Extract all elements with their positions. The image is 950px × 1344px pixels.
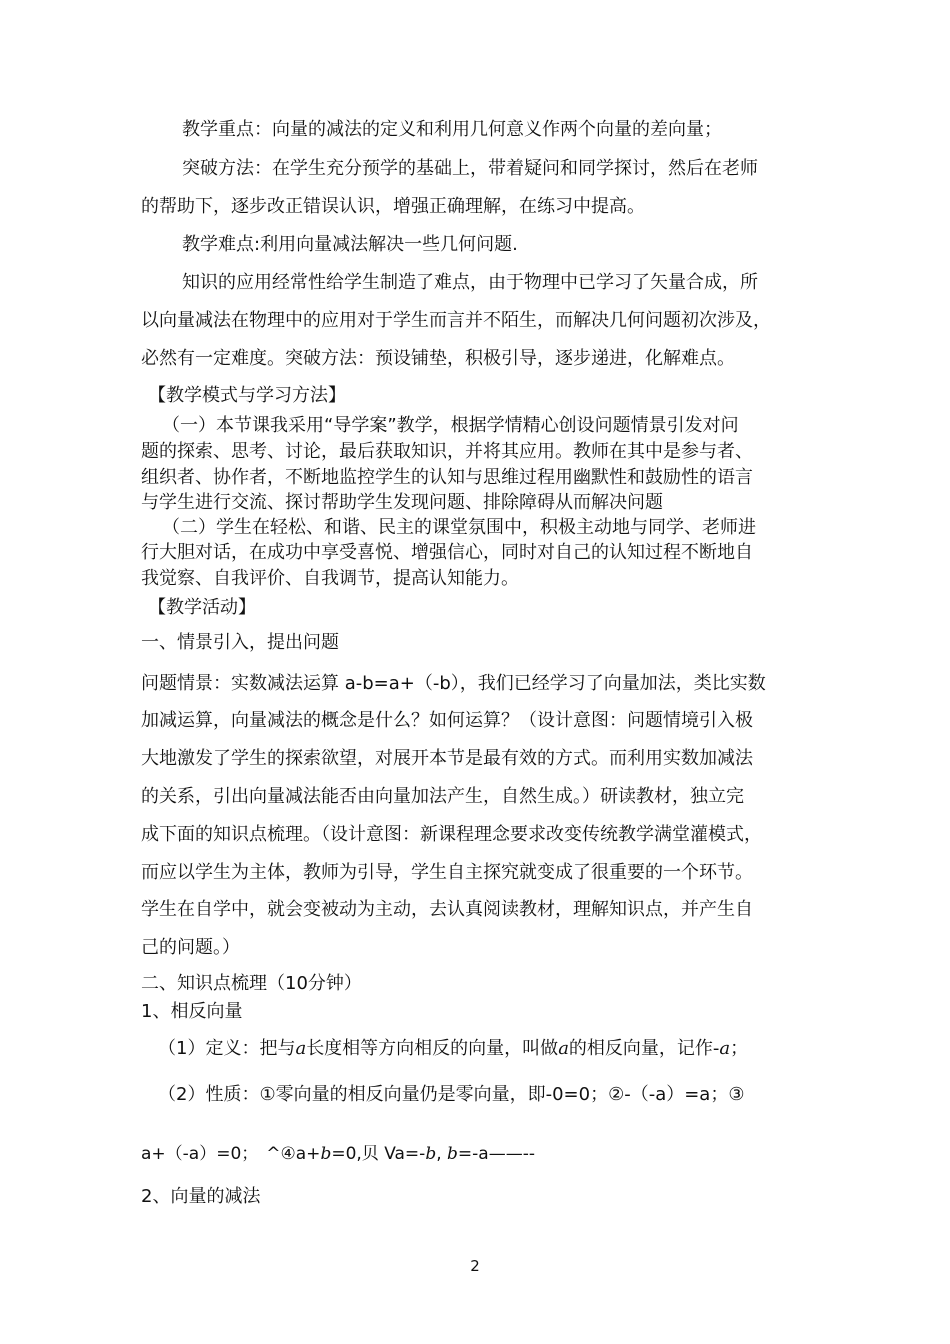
paragraph-line: （一）本节课我采用“导学案”教学，根据学情精心创设问题情景引发对问: [162, 415, 739, 436]
definition-text: 长度相等方向相反的向量，叫做: [306, 1038, 559, 1059]
vector-a-symbol: a: [295, 1038, 307, 1059]
subsection-heading: 1、相反向量: [141, 1001, 243, 1022]
method-line-1: 突破方法：在学生充分预学的基础上，带着疑问和同学探讨，然后在老师: [182, 158, 758, 179]
vector-b-symbol: b: [425, 1144, 437, 1164]
property-text: ,: [436, 1144, 448, 1164]
property-continuation-line: [141, 1143, 535, 1165]
subsection-heading: 二、知识点梳理（10分钟）: [141, 973, 362, 994]
property-text: a+（-a）=0；: [141, 1144, 259, 1164]
definition-text: 的相反向量，记作-: [568, 1038, 720, 1059]
paragraph-line: 加减运算，向量减法的概念是什么？如何运算？（设计意图：问题情境引入极: [141, 710, 753, 731]
definition-text: ；: [730, 1038, 749, 1059]
vector-b-symbol: b: [320, 1144, 332, 1164]
paragraph-line: 问题情景：实数减法运算 a-b=a+（-b），我们已经学习了向量加法，类比实数: [141, 673, 766, 694]
method-line-2: 的帮助下，逐步改正错误认识，增强正确理解，在练习中提高。: [141, 196, 645, 217]
paragraph-line: 我觉察、自我评价、自我调节，提高认知能力。: [141, 568, 519, 589]
key-point-line: 教学重点：向量的减法的定义和利用几何意义作两个向量的差向量；: [182, 119, 722, 140]
paragraph-line: 以向量减法在物理中的应用对于学生而言并不陌生，而解决几何问题初次涉及，: [141, 310, 771, 331]
paragraph-line: 己的问题。）: [141, 937, 240, 958]
subsection-heading: 一、情景引入，提出问题: [141, 632, 339, 653]
property-text: =-a——--: [457, 1144, 535, 1164]
property-text: ^④a+: [266, 1144, 321, 1164]
section-heading: 【教学模式与学习方法】: [148, 385, 346, 406]
paragraph-line: 大地激发了学生的探索欲望，对展开本节是最有效的方式。而利用实数加减法: [141, 748, 753, 769]
paragraph-line: 的关系，引出向量减法能否由向量加法产生，自然生成。）研读教材，独立完: [141, 786, 744, 807]
section-heading: 【教学活动】: [148, 597, 256, 618]
vector-b-symbol: b: [447, 1144, 458, 1164]
subsection-heading: 2、向量的减法: [141, 1186, 261, 1207]
paragraph-line: 与学生进行交流、探讨帮助学生发现问题、排除障碍从而解决问题: [141, 492, 663, 513]
paragraph-line: 组织者、协作者，不断地监控学生的认知与思维过程用幽默性和鼓励性的语言: [141, 467, 753, 488]
paragraph-line: 学生在自学中，就会变被动为主动，去认真阅读教材，理解知识点，并产生自: [141, 899, 753, 920]
definition-text: （1）定义：把与: [158, 1038, 296, 1059]
paragraph-line: 必然有一定难度。突破方法：预设铺垫，积极引导，逐步递进，化解难点。: [141, 348, 735, 369]
paragraph-line: 知识的应用经常性给学生制造了难点，由于物理中已学习了矢量合成，所: [182, 272, 758, 293]
paragraph-line: 行大胆对话，在成功中享受喜悦、增强信心，同时对自己的认知过程不断地自: [141, 542, 753, 563]
paragraph-line: 成下面的知识点梳理。（设计意图：新课程理念要求改变传统教学满堂灌模式，: [141, 824, 762, 845]
page-number: 2: [470, 1257, 480, 1275]
definition-line: [158, 1038, 748, 1060]
paragraph-line: 而应以学生为主体，教师为引导，学生自主探究就变成了很重要的一个环节。: [141, 862, 753, 883]
paragraph-line: （二）学生在轻松、和谐、民主的课堂氛围中，积极主动地与同学、老师进: [162, 517, 756, 538]
property-text: =0,贝 Va=-: [331, 1144, 426, 1164]
difficulty-line: 教学难点:利用向量减法解决一些几何问题.: [182, 234, 518, 255]
vector-a-symbol: a: [558, 1038, 569, 1059]
vector-a-symbol: a: [719, 1038, 731, 1059]
property-line: （2）性质：①零向量的相反向量仍是零向量，即-0=0；②-（-a）=a；③: [158, 1084, 745, 1105]
paragraph-line: 题的探索、思考、讨论，最后获取知识，并将其应用。教师在其中是参与者、: [141, 441, 753, 462]
